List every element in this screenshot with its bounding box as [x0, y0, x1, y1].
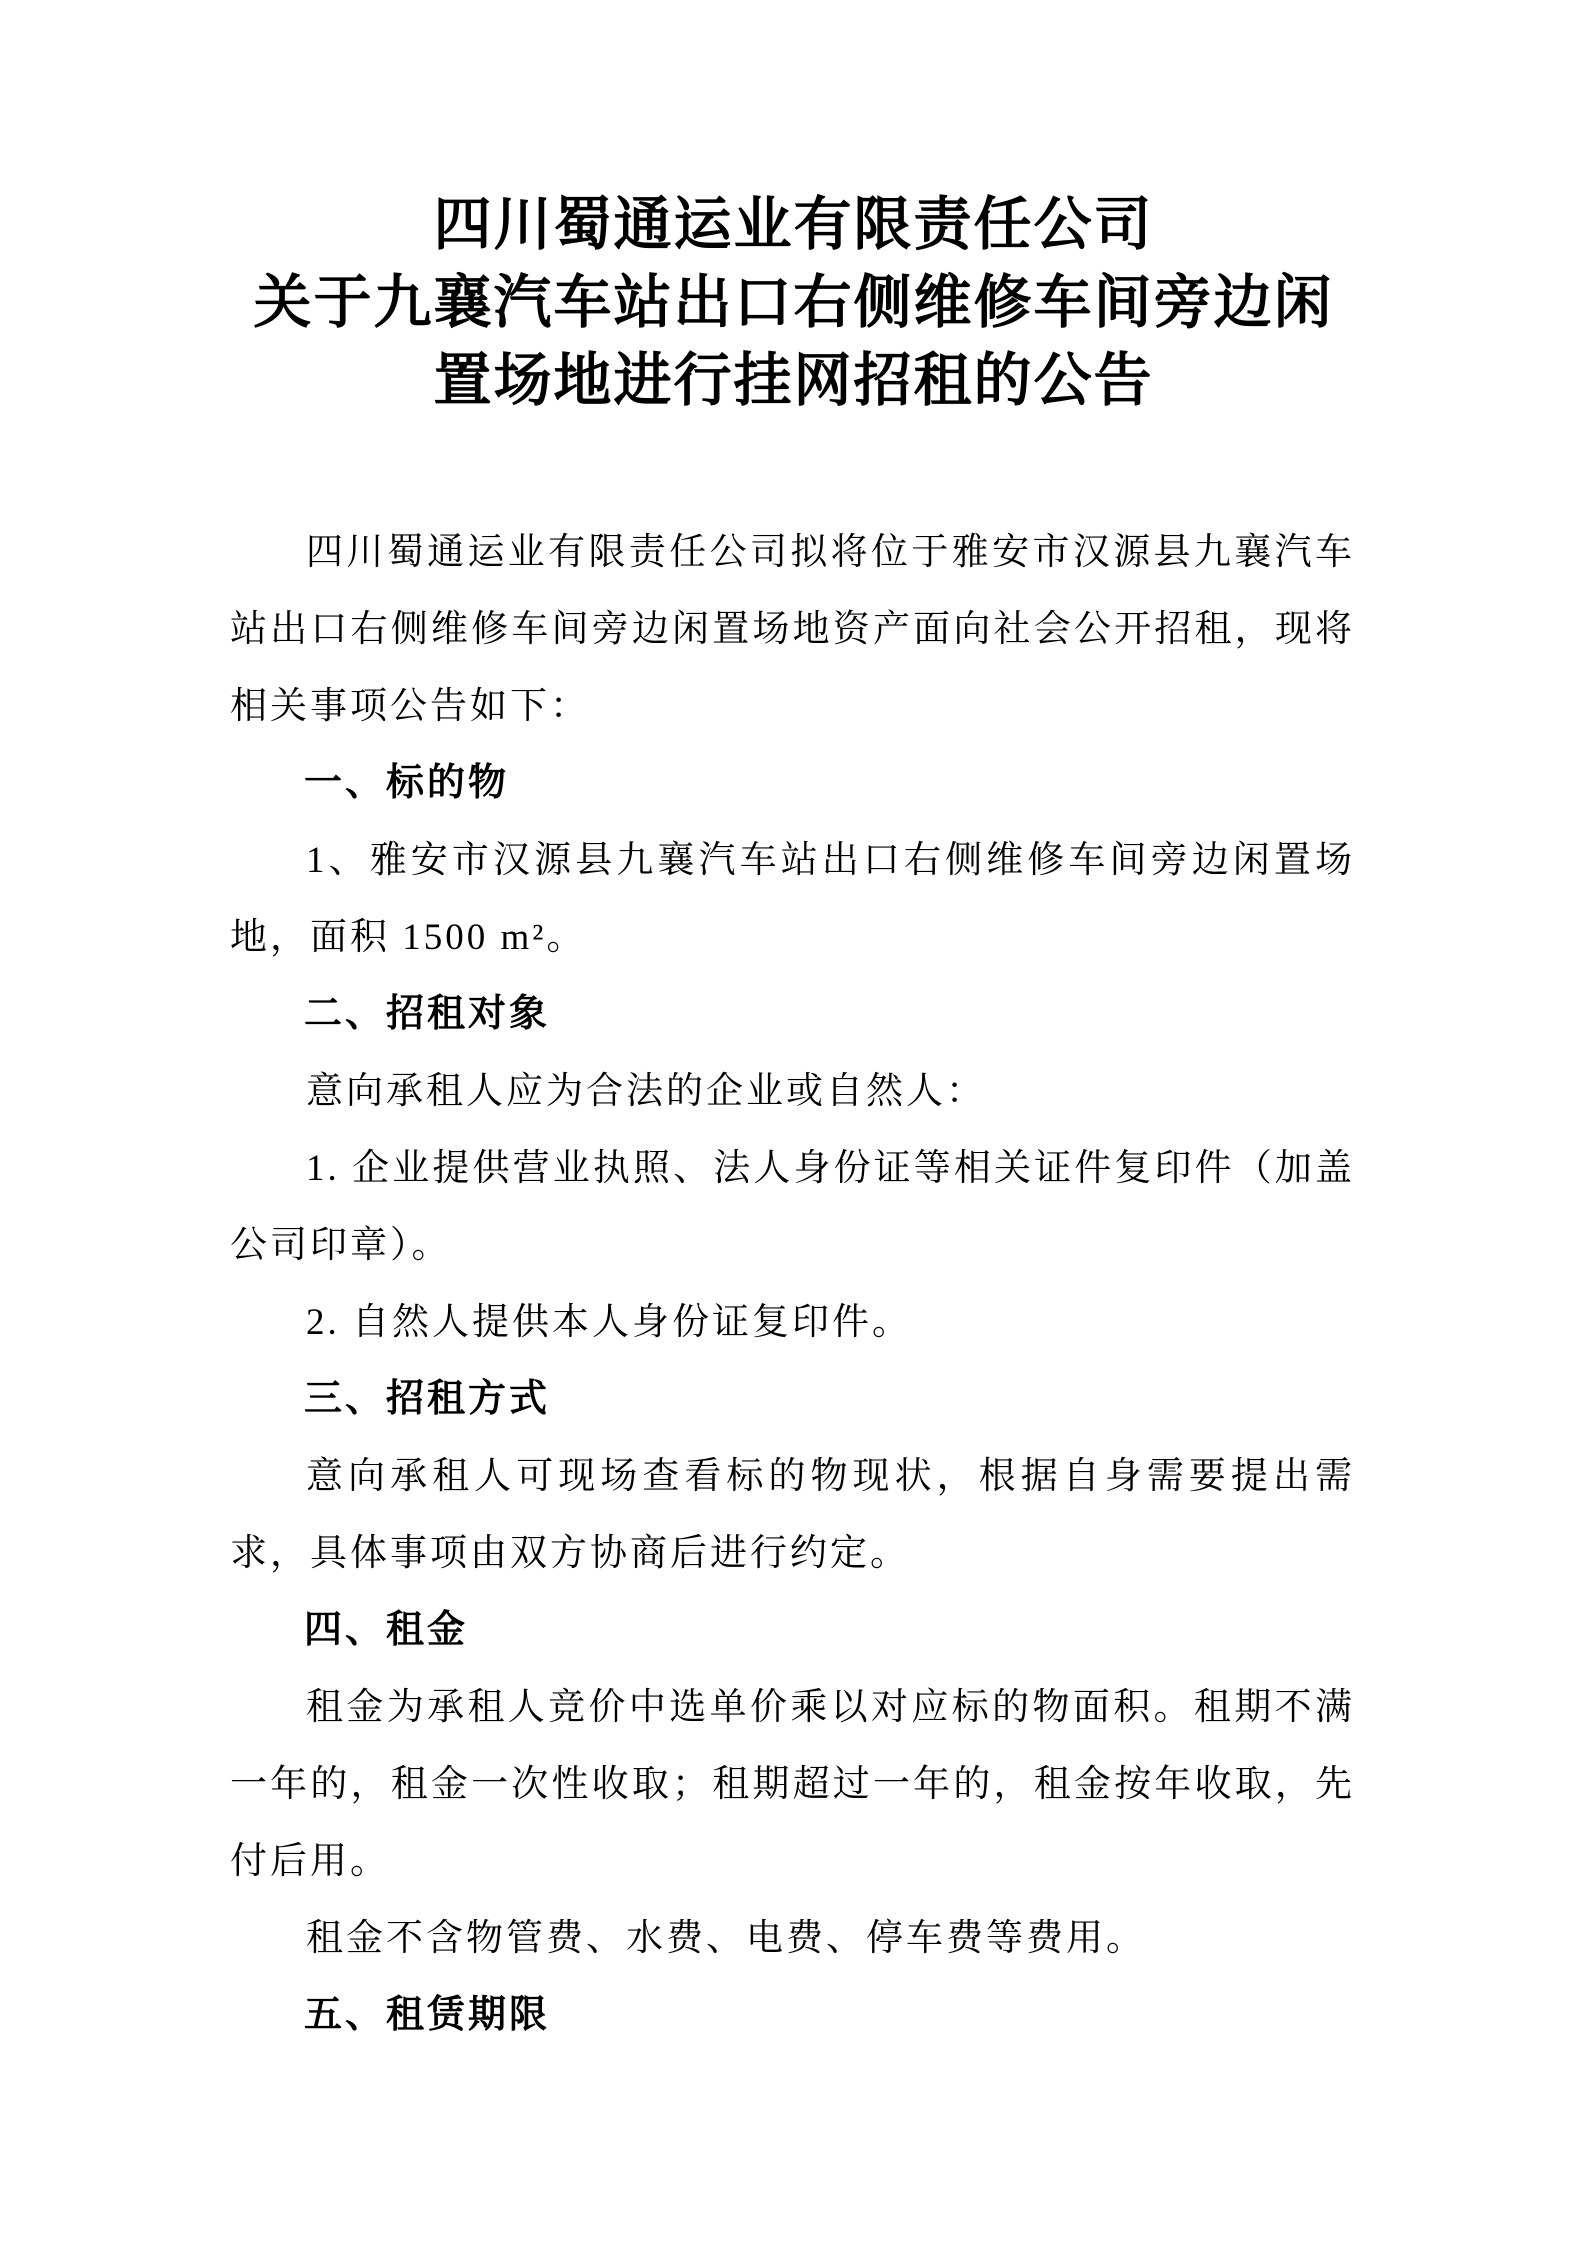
title-line-2: 关于九襄汽车站出口右侧维修车间旁边闲 — [253, 270, 1334, 335]
document-body — [230, 514, 1355, 2054]
intro-paragraph: 四川蜀通运业有限责任公司拟将位于雅安市汉源县九襄汽车站出口右侧维修车间旁边闲置场地资产面向社会公开招租，现将相关事项公告如下： — [230, 532, 1355, 727]
section-leasing-method-paragraph: 意向承租人可现场查看标的物现状，根据自身需要提出需求，具体事项由双方协商后进行约定。 — [230, 1456, 1355, 1574]
section-rent-paragraph-2: 租金不含物管费、水费、电费、停车费等费用。 — [306, 1918, 1146, 1959]
section-target-lessees-paragraph-1: 意向承租人应为合法的企业或自然人： — [306, 1071, 986, 1112]
document-title — [0, 186, 1587, 420]
section-rent-paragraph-1: 租金为承租人竞价中选单价乘以对应标的物面积。租期不满一年的，租金一次性收取；租期超过一年的，租金按年收取，先付后用。 — [230, 1687, 1355, 1882]
title-line-1: 四川蜀通运业有限责任公司 — [433, 192, 1154, 257]
section-heading-subject: 一、标的物 — [304, 762, 510, 804]
title-line-3: 置场地进行挂网招租的公告 — [433, 348, 1154, 413]
section-heading-lease-term: 五、租赁期限 — [304, 1994, 551, 2036]
section-heading-rent: 四、租金 — [304, 1609, 469, 1651]
section-target-lessees-paragraph-3: 2. 自然人提供本人身份证复印件。 — [306, 1302, 912, 1343]
section-subject-paragraph: 1、雅安市汉源县九襄汽车站出口右侧维修车间旁边闲置场地，面积 1500 m²。 — [230, 840, 1355, 958]
section-heading-target-lessees: 二、招租对象 — [304, 993, 551, 1035]
section-heading-leasing-method: 三、招租方式 — [304, 1378, 551, 1420]
section-target-lessees-paragraph-2: 1. 企业提供营业执照、法人身份证等相关证件复印件（加盖公司印章）。 — [230, 1148, 1355, 1266]
